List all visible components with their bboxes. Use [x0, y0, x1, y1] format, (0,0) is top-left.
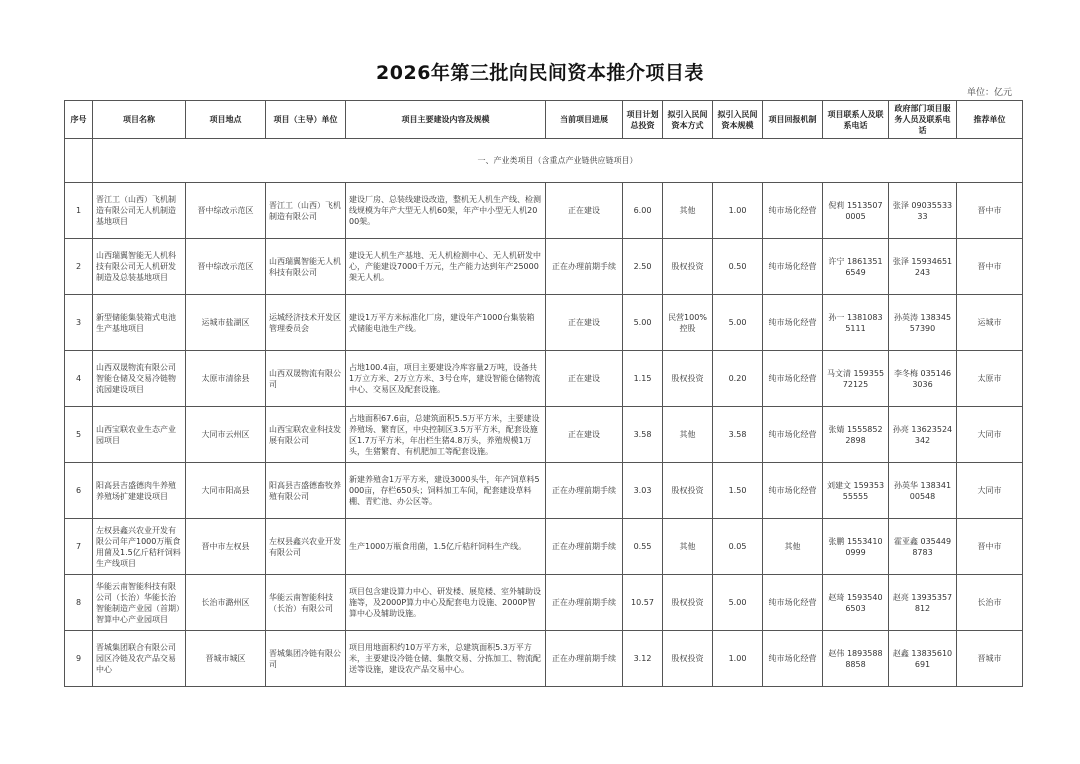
- table-row: [65, 519, 1023, 575]
- unit-cell: 运城经济技术开发区管理委员会: [266, 295, 346, 351]
- method-cell: 股权投资: [663, 351, 713, 407]
- scale-cell: 5.00: [713, 575, 763, 631]
- invest-cell: 10.57: [623, 575, 663, 631]
- header-recommender: 推荐单位: [957, 101, 1023, 139]
- gov-contact-cell: 孙英涛 13834557390: [889, 295, 957, 351]
- contact-cell: 倪莉 15135070005: [823, 183, 889, 239]
- table-row: [65, 407, 1023, 463]
- scale-cell: 0.05: [713, 519, 763, 575]
- gov-contact-cell: 赵鑫 13835610691: [889, 631, 957, 687]
- unit-cell: 晋城集团冷链有限公司: [266, 631, 346, 687]
- row-no-cell: 5: [65, 407, 93, 463]
- row-no-cell: 8: [65, 575, 93, 631]
- header-invest: 项目计划总投资: [623, 101, 663, 139]
- gov-contact-cell: 张泽 15934651243: [889, 239, 957, 295]
- mechanism-cell: 纯市场化经营: [763, 351, 823, 407]
- gov-contact-cell: 张泽 0903553333: [889, 183, 957, 239]
- location-cell: 大同市云州区: [186, 407, 266, 463]
- invest-cell: 5.00: [623, 295, 663, 351]
- project-name-cell: 晋城集团联合有限公司园区冷链及农产品交易中心: [93, 631, 186, 687]
- contact-cell: 张婧 15558522898: [823, 407, 889, 463]
- contact-cell: 许宁 18613516549: [823, 239, 889, 295]
- method-cell: 股权投资: [663, 239, 713, 295]
- invest-cell: 6.00: [623, 183, 663, 239]
- content-cell: 占地100.4亩，项目主要建设冷库容量2万吨，设备共1万立方米、2万立方米、3号仓库，建设智能仓储物流中心、交易区及配套设施。: [346, 351, 546, 407]
- recommender-cell: 大同市: [957, 463, 1023, 519]
- scale-cell: 0.50: [713, 239, 763, 295]
- row-no-cell: 9: [65, 631, 93, 687]
- content-cell: 建设1万平方米标准化厂房，建设年产1000台集装箱式储能电池生产线。: [346, 295, 546, 351]
- row-no-cell: 2: [65, 239, 93, 295]
- contact-cell: 赵琦 15935406503: [823, 575, 889, 631]
- status-cell: 正在办理前期手续: [546, 575, 623, 631]
- table-row: [65, 575, 1023, 631]
- mechanism-cell: 纯市场化经营: [763, 463, 823, 519]
- section-spacer: [65, 139, 93, 183]
- project-name-cell: 晋江工（山西）飞机制造有限公司无人机制造基地项目: [93, 183, 186, 239]
- recommender-cell: 晋城市: [957, 631, 1023, 687]
- header-method: 拟引入民间资本方式: [663, 101, 713, 139]
- status-cell: 正在建设: [546, 351, 623, 407]
- location-cell: 大同市阳高县: [186, 463, 266, 519]
- unit-cell: 山西双晟物流有限公司: [266, 351, 346, 407]
- project-name-cell: 阳高县吉盛德肉牛养殖养殖场扩建建设项目: [93, 463, 186, 519]
- table-row: [65, 631, 1023, 687]
- status-cell: 正在建设: [546, 183, 623, 239]
- recommender-cell: 晋中市: [957, 519, 1023, 575]
- recommender-cell: 晋中市: [957, 239, 1023, 295]
- table-row: [65, 463, 1023, 519]
- unit-label: 单位：亿元: [966, 88, 1012, 98]
- project-name-cell: 山西瑞翼智能无人机科技有限公司无人机研发制造及总装基地项目: [93, 239, 186, 295]
- method-cell: 民营100%控股: [663, 295, 713, 351]
- row-no-cell: 7: [65, 519, 93, 575]
- scale-cell: 1.50: [713, 463, 763, 519]
- content-cell: 占地面积67.6亩，总建筑面积5.5万平方米，主要建设养殖场、繁育区，中央控制区3.5万平方米，配套设施区1.7万平方米，年出栏生猪4.8万头，养殖规模1万头，生猪繁育、有机肥加工等配套设施。: [346, 407, 546, 463]
- header-contact: 项目联系人及联系电话: [823, 101, 889, 139]
- header-mechanism: 项目回报机制: [763, 101, 823, 139]
- page-title: 2026年第三批向民间资本推介项目表: [376, 62, 704, 84]
- invest-cell: 3.12: [623, 631, 663, 687]
- recommender-cell: 大同市: [957, 407, 1023, 463]
- content-cell: 建设厂房、总装线建设改造，整机无人机生产线、检测线规模为年产大型无人机60架，年产中小型无人机2000架。: [346, 183, 546, 239]
- header-scale: 拟引入民间资本规模: [713, 101, 763, 139]
- contact-cell: 马文清 15935572125: [823, 351, 889, 407]
- recommender-cell: 运城市: [957, 295, 1023, 351]
- unit-cell: 阳高县吉盛德畜牧养殖有限公司: [266, 463, 346, 519]
- mechanism-cell: 纯市场化经营: [763, 295, 823, 351]
- unit-cell: 晋江工（山西）飞机制造有限公司: [266, 183, 346, 239]
- unit-cell: 山西宝联农业科技发展有限公司: [266, 407, 346, 463]
- section-title: 一、产业类项目（含重点产业链供应链项目）: [93, 139, 1023, 183]
- project-name-cell: 左权县鑫兴农业开发有限公司年产1000万瓶食用菌及1.5亿斤秸秆饲料生产线项目: [93, 519, 186, 575]
- header-gov-contact: 政府部门项目服务人员及联系电话: [889, 101, 957, 139]
- recommender-cell: 太原市: [957, 351, 1023, 407]
- invest-cell: 3.58: [623, 407, 663, 463]
- table-row: [65, 183, 1023, 239]
- invest-cell: 0.55: [623, 519, 663, 575]
- status-cell: 正在办理前期手续: [546, 519, 623, 575]
- gov-contact-cell: 霍亚鑫 0354498783: [889, 519, 957, 575]
- header-name: 项目名称: [93, 101, 186, 139]
- method-cell: 股权投资: [663, 463, 713, 519]
- project-name-cell: 华能云南智能科技有限公司（长治）华能长治智能制造产业园（首期）智算中心产业园项目: [93, 575, 186, 631]
- section-row: [65, 139, 1023, 183]
- row-no-cell: 6: [65, 463, 93, 519]
- scale-cell: 3.58: [713, 407, 763, 463]
- scale-cell: 1.00: [713, 183, 763, 239]
- mechanism-cell: 纯市场化经营: [763, 183, 823, 239]
- method-cell: 其他: [663, 519, 713, 575]
- method-cell: 股权投资: [663, 575, 713, 631]
- mechanism-cell: 其他: [763, 519, 823, 575]
- content-cell: 项目用地面积约10万平方米，总建筑面积5.3万平方米，主要建设冷链仓储、集散交易、分拣加工、物流配送等设施，建设农产品交易中心。: [346, 631, 546, 687]
- invest-cell: 2.50: [623, 239, 663, 295]
- location-cell: 晋中综改示范区: [186, 183, 266, 239]
- status-cell: 正在建设: [546, 295, 623, 351]
- contact-cell: 孙一 13810835111: [823, 295, 889, 351]
- method-cell: 其他: [663, 407, 713, 463]
- method-cell: 其他: [663, 183, 713, 239]
- header-unit: 项目（主导）单位: [266, 101, 346, 139]
- status-cell: 正在办理前期手续: [546, 631, 623, 687]
- mechanism-cell: 纯市场化经营: [763, 239, 823, 295]
- unit-cell: 左权县鑫兴农业开发有限公司: [266, 519, 346, 575]
- header-content: 项目主要建设内容及规模: [346, 101, 546, 139]
- scale-cell: 5.00: [713, 295, 763, 351]
- contact-cell: 刘建文 15935355555: [823, 463, 889, 519]
- invest-cell: 3.03: [623, 463, 663, 519]
- table-row: [65, 295, 1023, 351]
- mechanism-cell: 纯市场化经营: [763, 575, 823, 631]
- unit-cell: 山西瑞翼智能无人机科技有限公司: [266, 239, 346, 295]
- scale-cell: 0.20: [713, 351, 763, 407]
- location-cell: 太原市清徐县: [186, 351, 266, 407]
- invest-cell: 1.15: [623, 351, 663, 407]
- status-cell: 正在办理前期手续: [546, 463, 623, 519]
- unit-cell: 华能云南智能科技（长治）有限公司: [266, 575, 346, 631]
- mechanism-cell: 纯市场化经营: [763, 407, 823, 463]
- contact-cell: 张鹏 15534100999: [823, 519, 889, 575]
- status-cell: 正在办理前期手续: [546, 239, 623, 295]
- mechanism-cell: 纯市场化经营: [763, 631, 823, 687]
- status-cell: 正在建设: [546, 407, 623, 463]
- location-cell: 晋城市城区: [186, 631, 266, 687]
- project-name-cell: 山西宝联农业生态产业园项目: [93, 407, 186, 463]
- project-name-cell: 新型储能集装箱式电池生产基地项目: [93, 295, 186, 351]
- gov-contact-cell: 李冬梅 0351463036: [889, 351, 957, 407]
- location-cell: 运城市盐湖区: [186, 295, 266, 351]
- table-header-row: [65, 101, 1023, 139]
- gov-contact-cell: 孙英华 13834100548: [889, 463, 957, 519]
- method-cell: 股权投资: [663, 631, 713, 687]
- row-no-cell: 1: [65, 183, 93, 239]
- header-no: 序号: [65, 101, 93, 139]
- location-cell: 晋中市左权县: [186, 519, 266, 575]
- gov-contact-cell: 孙亮 13623524342: [889, 407, 957, 463]
- gov-contact-cell: 赵亮 13935357812: [889, 575, 957, 631]
- table-row: [65, 351, 1023, 407]
- content-cell: 项目包含建设算力中心、研发楼、展览楼、室外辅助设施等，及2000P算力中心及配套电力设施、2000P智算中心及辅助设施。: [346, 575, 546, 631]
- contact-cell: 赵伟 18935888858: [823, 631, 889, 687]
- row-no-cell: 3: [65, 295, 93, 351]
- row-no-cell: 4: [65, 351, 93, 407]
- content-cell: 新建养殖舍1万平方米，建设3000头牛，年产饲草料5000亩，存栏650头；饲料加工车间，配套建设草料棚、青贮池、办公区等。: [346, 463, 546, 519]
- scale-cell: 1.00: [713, 631, 763, 687]
- header-status: 当前项目进展: [546, 101, 623, 139]
- table-row: [65, 239, 1023, 295]
- project-name-cell: 山西双晟物流有限公司智能仓储及交易冷链物流园建设项目: [93, 351, 186, 407]
- recommender-cell: 长治市: [957, 575, 1023, 631]
- location-cell: 长治市潞州区: [186, 575, 266, 631]
- location-cell: 晋中综改示范区: [186, 239, 266, 295]
- content-cell: 建设无人机生产基地、无人机检测中心、无人机研发中心，产能建设7000千万元，生产能力达到年产25000架无人机。: [346, 239, 546, 295]
- header-location: 项目地点: [186, 101, 266, 139]
- recommender-cell: 晋中市: [957, 183, 1023, 239]
- project-table: [64, 100, 1023, 687]
- content-cell: 生产1000万瓶食用菌，1.5亿斤秸秆饲料生产线。: [346, 519, 546, 575]
